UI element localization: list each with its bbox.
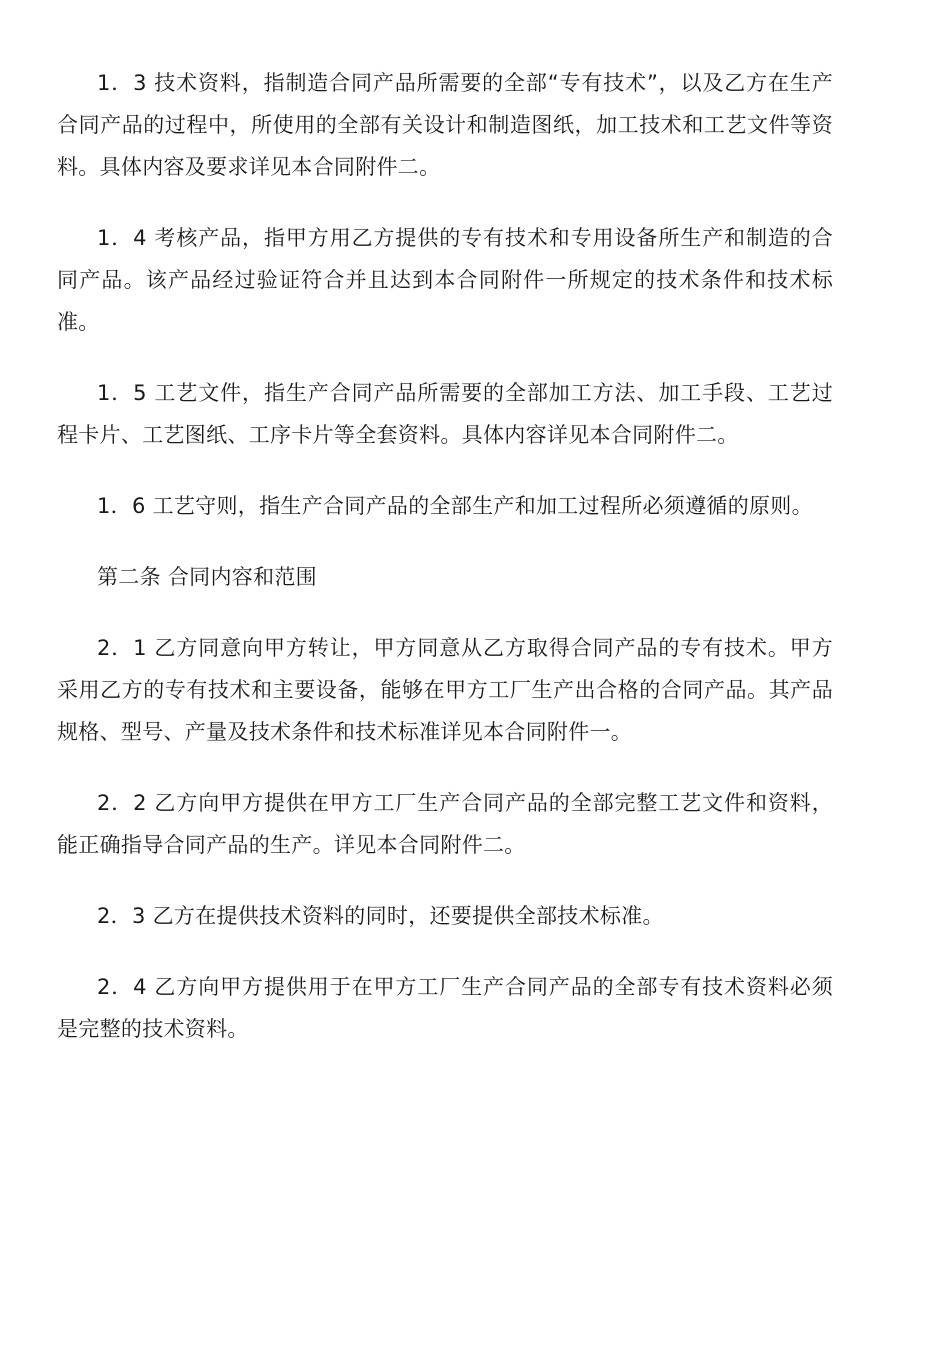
document-page	[57, 62, 833, 1079]
article-2-heading: 第二条 合同内容和范围	[97, 565, 317, 589]
clause-1-5: 1．5 工艺文件，指生产合同产品所需要的全部加工方法、加工手段、工艺过程卡片、工艺图纸、工序卡片等全套资料。具体内容详见本合同附件二。	[57, 381, 833, 447]
clause-1-6: 1．6 工艺守则，指生产合同产品的全部生产和加工过程所必须遵循的原则。	[97, 494, 813, 518]
clause-2-1: 2．1 乙方同意向甲方转让，甲方同意从乙方取得合同产品的专有技术。甲方采用乙方的专有技术和主要设备，能够在甲方工厂生产出合格的合同产品。其产品规格、型号、产量及技术条件和技术标准详见本合同附件一。	[57, 636, 833, 744]
clause-2-4: 2．4 乙方向甲方提供用于在甲方工厂生产合同产品的全部专有技术资料必须是完整的技术资料。	[57, 975, 833, 1041]
clause-2-2: 2．2 乙方向甲方提供在甲方工厂生产合同产品的全部完整工艺文件和资料，能正确指导合同产品的生产。详见本合同附件二。	[57, 791, 833, 857]
clause-1-3: 1．3 技术资料，指制造合同产品所需要的全部“专有技术”，以及乙方在生产合同产品的过程中，所使用的全部有关设计和制造图纸，加工技术和工艺文件等资料。具体内容及要求详见本合同附件二。	[57, 71, 833, 179]
clause-2-3: 2．3 乙方在提供技术资料的同时，还要提供全部技术标准。	[97, 904, 664, 928]
clause-1-4: 1．4 考核产品，指甲方用乙方提供的专有技术和专用设备所生产和制造的合同产品。该产品经过验证符合并且达到本合同附件一所规定的技术条件和技术标准。	[57, 226, 833, 334]
